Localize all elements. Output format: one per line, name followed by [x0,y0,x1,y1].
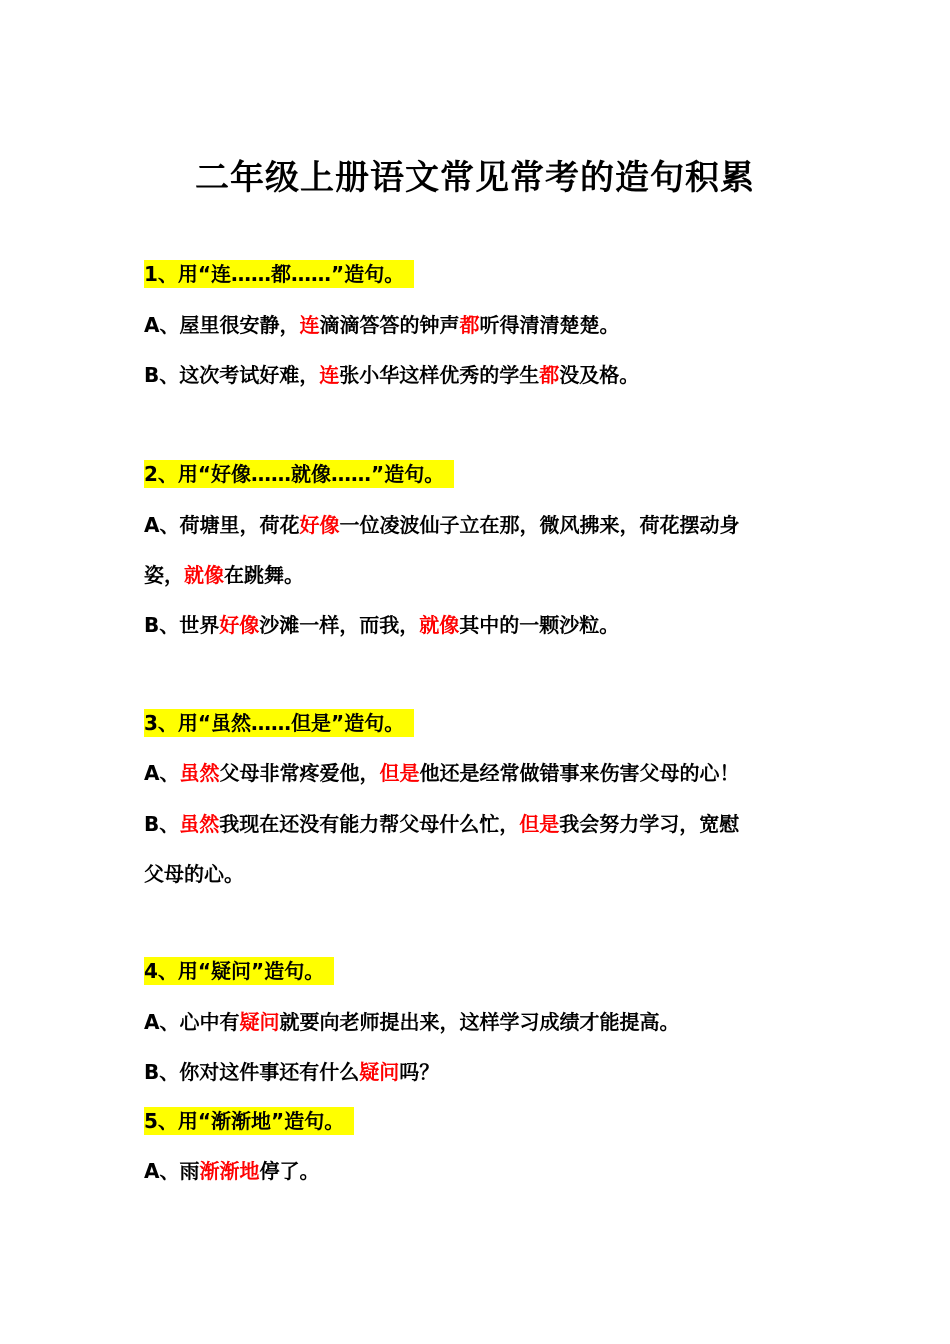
sentence-text: 沙滩一样，而我， [259,613,420,637]
highlighted-heading-text: 1、用“连……都……”造句。 [144,260,414,288]
sentence-text: B、世界 [144,613,220,637]
sentence-text: B、你对这件事还有什么 [144,1060,360,1084]
keyword-highlight: 都 [459,313,480,337]
example-sentence-line [144,609,619,638]
section-heading [144,707,414,736]
keyword-highlight: 连 [299,313,320,337]
highlighted-heading-text: 2、用“好像……就像……”造句。 [144,460,454,488]
sentence-text: 一位凌波仙子立在那，微风拂来，荷花摆动身 [339,513,740,537]
example-sentence-line [144,757,739,786]
sentence-text: 听得清清楚楚。 [479,313,620,337]
example-sentence-line [144,509,739,538]
sentence-text: 其中的一颗沙粒。 [459,613,620,637]
example-sentence-line [144,309,619,338]
keyword-highlight: 连 [319,363,340,387]
keyword-highlight: 好像 [219,613,260,637]
sentence-text: 他还是经常做错事来伤害父母的心！ [419,761,740,785]
highlighted-heading-text: 3、用“虽然……但是”造句。 [144,709,414,737]
example-sentence-line [144,1006,679,1035]
example-sentence-line [144,858,244,887]
keyword-highlight: 但是 [519,812,560,836]
sentence-text: A、荷塘里，荷花 [144,513,300,537]
sentence-text: 滴滴答答的钟声 [319,313,460,337]
keyword-highlight: 虽然 [179,761,220,785]
sentence-text: 吗？ [399,1060,440,1084]
section-heading [144,458,454,487]
sentence-text: 在跳舞。 [224,563,304,587]
sentence-text: A、屋里很安静， [144,313,300,337]
keyword-highlight: 疑问 [359,1060,400,1084]
keyword-highlight: 但是 [379,761,420,785]
sentence-text: A、心中有 [144,1010,240,1034]
sentence-text: A、雨 [144,1159,200,1183]
keyword-highlight: 渐渐地 [199,1159,260,1183]
page-title: 二年级上册语文常见常考的造句积累 [195,158,755,198]
keyword-highlight: 虽然 [179,812,220,836]
sentence-text: 父母的心。 [144,862,244,886]
sentence-text: 没及格。 [559,363,640,387]
sentence-text: A、 [144,761,180,785]
keyword-highlight: 就像 [184,563,224,587]
keyword-highlight: 疑问 [239,1010,280,1034]
section-heading [144,258,414,287]
sentence-text: 就要向老师提出来，这样学习成绩才能提高。 [279,1010,680,1034]
example-sentence-line [144,808,739,837]
keyword-highlight: 都 [539,363,560,387]
sentence-text: 我会努力学习，宽慰 [559,812,740,836]
section-heading [144,1105,354,1134]
highlighted-heading-text: 5、用“渐渐地”造句。 [144,1107,354,1135]
keyword-highlight: 好像 [299,513,340,537]
example-sentence-line [144,1155,319,1184]
sentence-text: 姿， [144,563,184,587]
sentence-text: B、 [144,812,180,836]
example-sentence-line [144,559,304,588]
sentence-text: 父母非常疼爱他， [219,761,380,785]
sentence-text: 停了。 [259,1159,320,1183]
highlighted-heading-text: 4、用“疑问”造句。 [144,957,334,985]
keyword-highlight: 就像 [419,613,460,637]
example-sentence-line [144,359,639,388]
example-sentence-line [144,1056,439,1085]
sentence-text: 张小华这样优秀的学生 [339,363,540,387]
sentence-text: B、这次考试好难， [144,363,320,387]
section-heading [144,955,334,984]
sentence-text: 我现在还没有能力帮父母什么忙， [219,812,520,836]
